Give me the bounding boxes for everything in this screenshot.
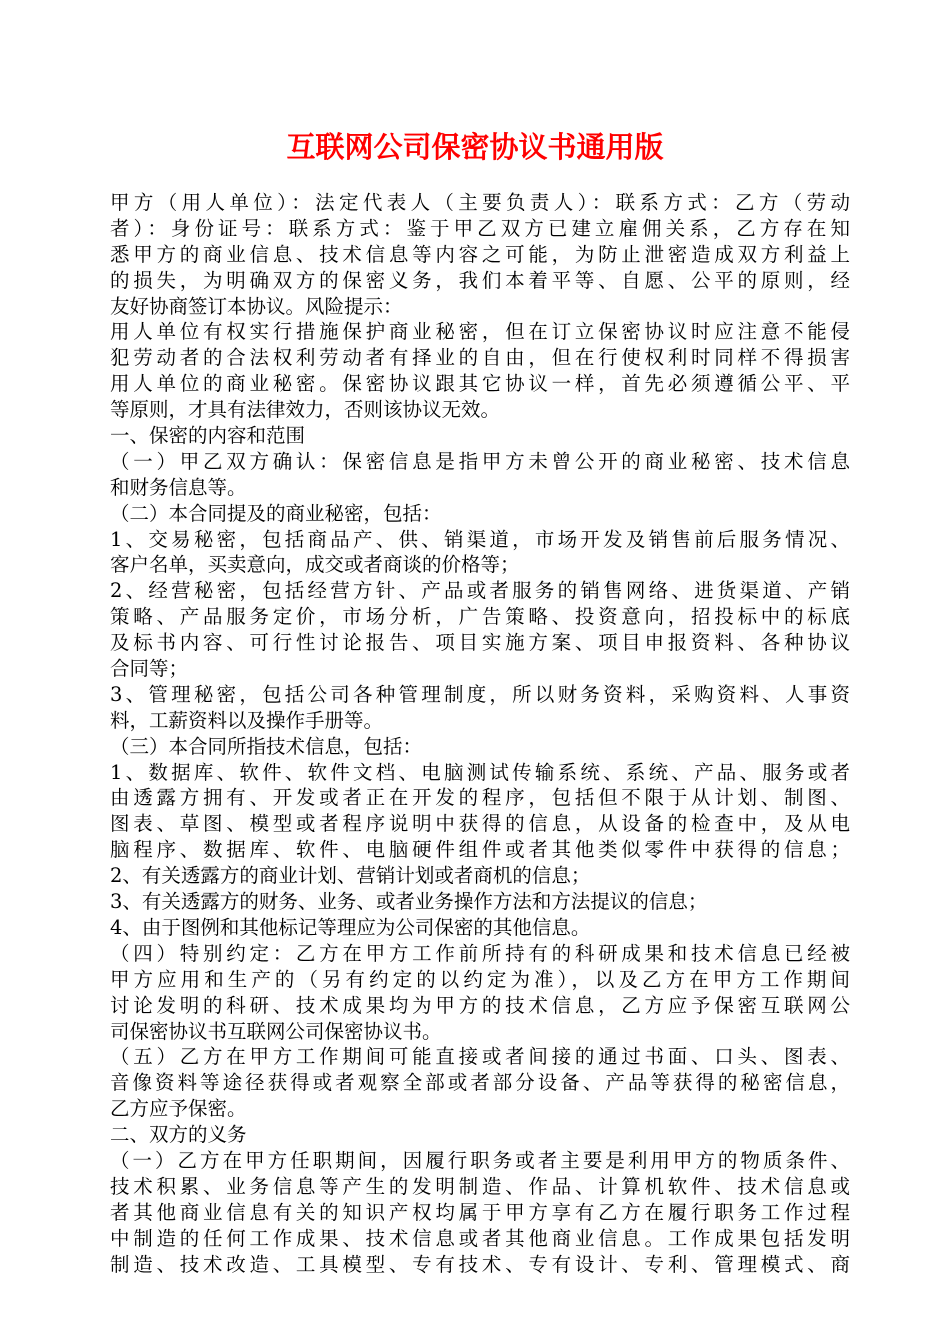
text-line: 技术积累、业务信息等产生的发明制造、作品、计算机软件、技术信息或 [110,1174,850,1198]
text-line: 3、有关透露方的财务、业务、或者业务操作方法和方法提议的信息； [110,890,708,914]
text-line: 4、由于图例和其他标记等理应为公司保密的其他信息。 [110,915,591,939]
text-line: 司保密协议书互联网公司保密协议书。 [110,1019,442,1043]
document-title: 互联网公司保密协议书通用版 [286,130,664,164]
text-line: 及标书内容、可行性讨论报告、项目实施方案、项目申报资料、各种协议 [110,631,850,655]
text-line: （二）本合同提及的商业秘密，包括： [110,501,442,525]
text-line: 甲方（用人单位）：法定代表人（主要负责人）：联系方式：乙方（劳动 [110,191,850,214]
text-line: （一）甲乙双方确认：保密信息是指甲方未曾公开的商业秘密、技术信息 [110,449,850,473]
text-line: 合同等； [110,657,189,681]
text-line: 等原则，才具有法律效力，否则该协议无效。 [110,398,501,422]
text-line: 图表、草图、模型或者程序说明中获得的信息，从设备的检查中，及从电 [110,812,850,836]
text-line: （一）乙方在甲方任职期间，因履行职务或者主要是利用甲方的物质条件、 [110,1148,850,1172]
text-line: 讨论发明的科研、技术成果均为甲方的技术信息，乙方应予保密互联网公 [110,993,850,1017]
text-line: 料，工薪资料以及操作手册等。 [110,708,384,732]
text-line: 用人单位的商业秘密。保密协议跟其它协议一样，首先必须遵循公平、平 [110,372,850,396]
document-body [110,190,850,1277]
text-line: 者）：身份证号：联系方式：鉴于甲乙双方已建立雇佣关系，乙方存在知 [110,216,850,240]
text-line: （五）乙方在甲方工作期间可能直接或者间接的通过书面、口头、图表、 [110,1045,850,1069]
text-line: 制造、技术改造、工具模型、专有技术、专有设计、专利、管理模式、商 [110,1252,850,1276]
text-line: 客户名单，买卖意向，成交或者商谈的价格等； [110,553,520,577]
text-line: （四）特别约定：乙方在甲方工作前所持有的科研成果和技术信息已经被 [110,941,850,965]
text-line: 的损失，为明确双方的保密义务，我们本着平等、自愿、公平的原则，经 [110,268,850,292]
text-line: 甲方应用和生产的（另有约定的以约定为准），以及乙方在甲方工作期间 [110,967,850,991]
text-line: 和财务信息等。 [110,475,247,499]
text-line: 友好协商签订本协议。风险提示： [110,294,403,318]
text-line: 者其他商业信息有关的知识产权均属于甲方享有乙方在履行职务工作过程 [110,1200,850,1224]
text-line: 1、交易秘密，包括商品产、供、销渠道，市场开发及销售前后服务情况、 [110,527,850,551]
text-line: 中制造的任何工作成果、技术信息或者其他商业信息。工作成果包括发明 [110,1226,850,1250]
text-line: 脑程序、数据库、软件、电脑硬件组件或者其他类似零件中获得的信息； [110,838,850,862]
text-line: 用人单位有权实行措施保护商业秘密，但在订立保密协议时应注意不能侵 [110,320,850,344]
text-line: （三）本合同所指技术信息，包括： [110,734,423,758]
text-line: 策略、产品服务定价，市场分析，广告策略、投资意向，招投标中的标底 [110,605,850,629]
text-line: 二、双方的义务 [110,1123,247,1147]
text-line: 犯劳动者的合法权利劳动者有择业的自由，但在行使权利时同样不得损害 [110,346,850,370]
text-line: 1、数据库、软件、软件文档、电脑测试传输系统、系统、产品、服务或者 [110,760,850,784]
text-line: 乙方应予保密。 [110,1097,247,1121]
text-line: 3、管理秘密，包括公司各种管理制度，所以财务资料，采购资料、人事资 [110,682,850,706]
text-line: 2、有关透露方的商业计划、营销计划或者商机的信息； [110,864,591,888]
text-line: 一、保密的内容和范围 [110,424,306,448]
text-line: 由透露方拥有、开发或者正在开发的程序，包括但不限于从计划、制图、 [110,786,850,810]
text-line: 音像资料等途径获得或者观察全部或者部分设备、产品等获得的秘密信息， [110,1071,850,1095]
text-line: 2、经营秘密，包括经营方针、产品或者服务的销售网络、进货渠道、产销 [110,579,850,603]
text-line: 悉甲方的商业信息、技术信息等内容之可能，为防止泄密造成双方利益上 [110,242,850,266]
